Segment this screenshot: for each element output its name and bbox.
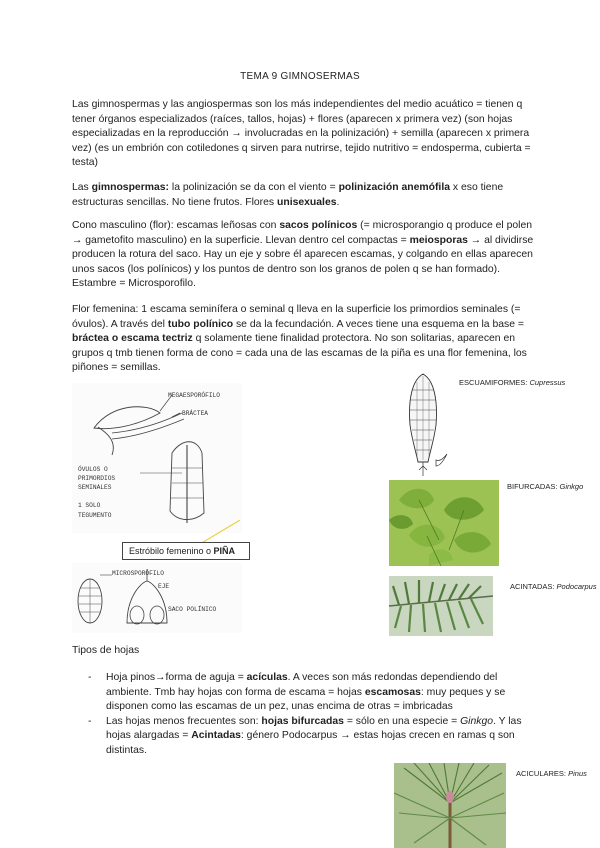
text-run: Las hojas menos frecuentes son: — [106, 715, 262, 727]
label-bractea: BRÁCTEA — [182, 410, 208, 417]
text-run: Hoja pinos→forma de aguja = — [106, 672, 247, 683]
italic-term: Ginkgo — [460, 715, 494, 727]
bold-term: acículas — [246, 672, 288, 683]
label-seminales: SEMINALES — [78, 484, 112, 491]
microsporophyll-sketch — [72, 563, 242, 633]
label-saco-polinico: SACO POLÍNICO — [168, 606, 217, 613]
list-dash: - — [88, 672, 92, 683]
bold-term: escamosas — [364, 686, 421, 698]
intro-paragraph: Las gimnospermas y las angiospermas son los más independientes del medio acuático = tienen q tener órganos especializados (raíces, tallos, hojas) + flores (aparecen x primera vez) (son hojas especializadas en la reproducción → involucradas en la polinización) + semilla (aparecen x primera vez) (es un embrión con cotiledones q sirven para nutrirse, tejido nutritivo = endosperma, cubierta = testa) — [72, 99, 531, 169]
text-run: : muy peques y se disponen como las escamas de un pez, unas encima de otras = imbricadas — [106, 686, 506, 713]
genus-name: Podocarpus — [556, 582, 597, 591]
label-ovulos: ÓVULOS O — [78, 466, 108, 473]
text-run: q solamente tiene finalidad protectora. No son solitarias, aparecen en grupos q tmb tienen forma de cono = cada una de las escamas de la piña es una flor femenina, los piñones = semillas. — [72, 333, 527, 374]
bold-term: tubo polínico — [167, 318, 234, 330]
bold-term: sacos polínicos — [279, 220, 358, 231]
flor-femenina-paragraph — [72, 303, 534, 376]
podocarpus-photo — [389, 576, 493, 636]
label-1-solo: 1 SOLO — [78, 502, 101, 509]
pointer-line — [200, 520, 240, 544]
ginkgo-photo — [389, 480, 499, 566]
label-bifurcadas — [507, 482, 583, 491]
text-run: Flor femenina: 1 escama seminífera o seminal q lleva en la superficie los primordios seminales (= óvulos). A través del — [72, 304, 521, 330]
leaf-type: ESCUAMIFORMES: — [459, 378, 530, 387]
genus-name: Ginkgo — [559, 482, 584, 491]
label-megaesporofilo: MEGAESPORÓFILO — [168, 392, 220, 399]
label-escuamiformes — [459, 378, 565, 387]
text-run: x eso tiene estructuras sencillas. No tiene frutos. Flores — [72, 182, 504, 208]
bold-term: unisexuales — [277, 196, 337, 208]
bold-term: meiosporas — [409, 234, 468, 246]
cupressus-illustration — [392, 370, 454, 478]
text-run: la polinización se da con el viento = — [169, 182, 339, 193]
gimnospermas-paragraph — [72, 181, 534, 210]
label-microsporofilo: MICROSPORÓFILO — [112, 570, 164, 577]
genus-name: Cupressus — [529, 378, 566, 387]
cono-masculino-paragraph — [72, 219, 534, 292]
text-run: : género Podocarpus → estas hojas crecen en ramas q son distintas. — [106, 730, 515, 756]
text-run: . — [336, 196, 340, 208]
figure-caption — [122, 542, 250, 560]
caption-text: Estróbilo femenino o — [129, 546, 214, 556]
text-run: → al dividirse producen la rotura del saco. Hay un eje y sobre él aparecen escamas, y colgando en ellas aparecen unos sacos (los polínicos) y los puntos de dentro son los granos de polen q se han formado). Estambre = Microsporofilo. — [72, 234, 534, 290]
text-run: = sólo en una especie = — [343, 715, 461, 727]
list-item — [88, 715, 538, 759]
text-run: se da la fecundación. A veces tiene una esquema en la base = — [233, 318, 524, 330]
text-run: Cono masculino (flor): escamas leñosas con — [72, 220, 280, 231]
megasporophyll-sketch — [72, 383, 242, 533]
text-run: . A veces son más redondas dependiendo del ambiente. Tmb hay hojas con forma de escama = hojas — [106, 672, 498, 698]
leaf-type: ACICULARES: — [516, 769, 569, 778]
text-run: (= microsporangio q produce el polen → gametofito masculino) en la superficie. Llevan dentro cel compactas = — [72, 220, 533, 246]
label-aciculares — [516, 769, 587, 778]
bold-term: Acintadas — [191, 730, 241, 742]
list-item — [88, 671, 538, 715]
bold-term: polinización anemófila — [338, 182, 450, 193]
list-dash: - — [88, 715, 92, 727]
label-primordios: PRIMORDIOS — [78, 475, 116, 482]
bold-term: hojas bifurcadas — [261, 715, 344, 727]
bold-term: gimnospermas: — [91, 182, 170, 193]
page-title: TEMA 9 GIMNOSERMAS — [240, 71, 360, 82]
label-acintadas — [510, 582, 597, 591]
label-tegumento: TEGUMENTO — [78, 512, 112, 519]
genus-name: Pinus — [568, 769, 587, 778]
label-eje: EJE — [158, 583, 170, 590]
tipos-list — [88, 671, 538, 759]
caption-bold: PIÑA — [213, 546, 236, 556]
tipos-heading: Tipos de hojas — [72, 645, 140, 656]
text-run: . Y las hojas alargadas = — [106, 715, 522, 742]
leaf-type: BIFURCADAS: — [507, 482, 560, 491]
bold-term: bráctea o escama tectriz — [72, 333, 193, 345]
text-run: Las — [72, 182, 92, 193]
leaf-type: ACINTADAS: — [510, 582, 557, 591]
pinus-photo — [394, 763, 506, 848]
